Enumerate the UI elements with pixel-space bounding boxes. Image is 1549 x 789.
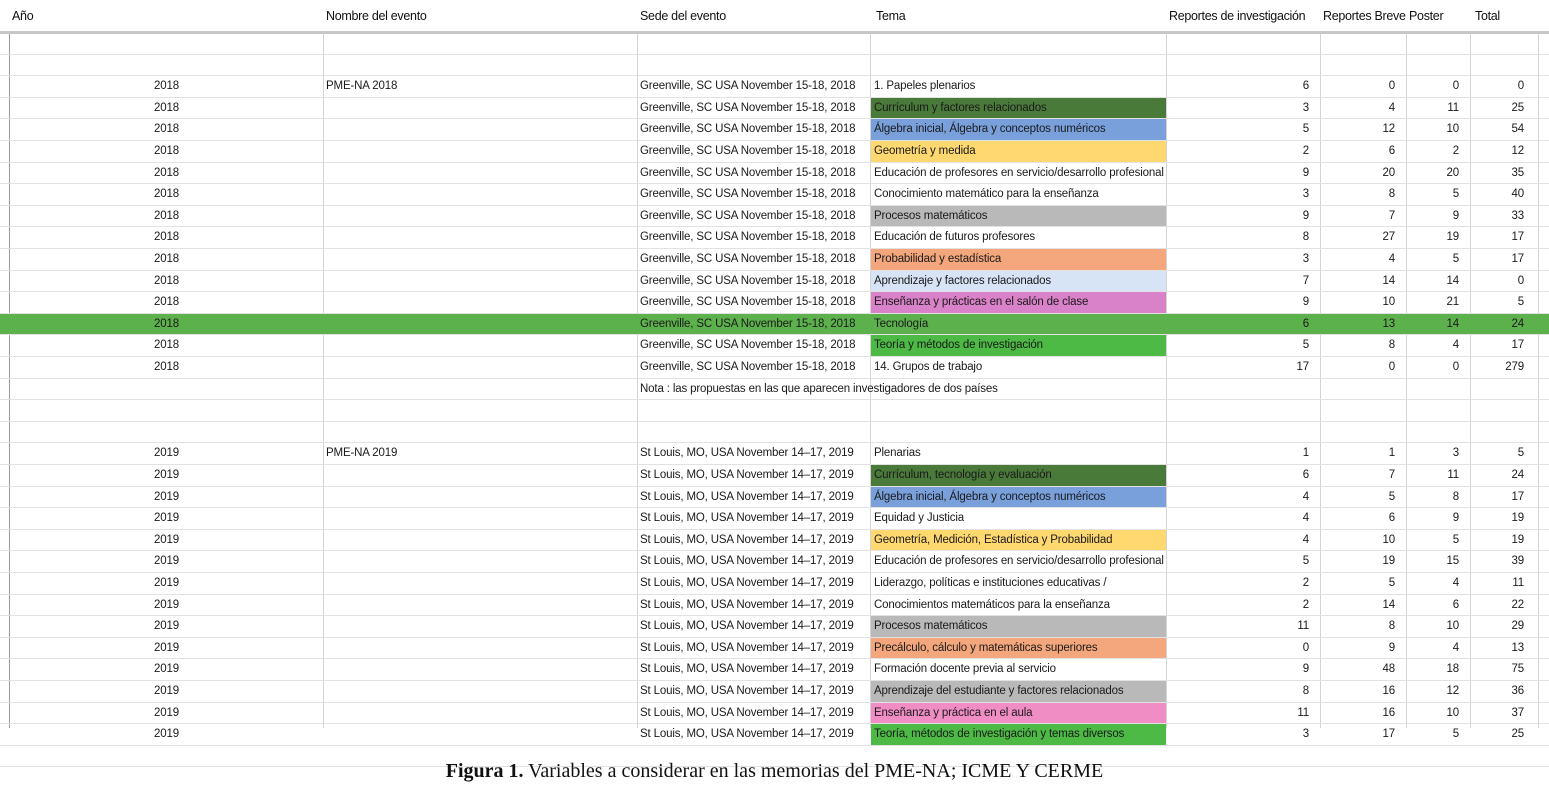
cell-total: 17 — [1511, 253, 1524, 265]
cell-anio: 2019 — [154, 598, 179, 611]
cell-anio: 2019 — [154, 706, 179, 719]
cell-breve: 5 — [1388, 490, 1395, 503]
cell-inv: 5 — [1302, 555, 1309, 568]
cell-total: 12 — [1511, 145, 1524, 157]
cell-anio: 2018 — [154, 209, 179, 222]
cell-inv: 9 — [1302, 166, 1309, 179]
table-row — [0, 184, 1549, 206]
cell-breve: 12 — [1382, 123, 1395, 136]
note-row — [0, 379, 1549, 401]
cell-anio: 2018 — [154, 123, 179, 136]
cell-tema: Álgebra inicial, Álgebra y conceptos numéricos — [871, 119, 1166, 140]
blank-row — [0, 422, 1549, 444]
cell-anio: 2018 — [154, 188, 179, 201]
cell-total: 75 — [1511, 663, 1524, 676]
cell-anio: 2019 — [154, 663, 179, 676]
table-row — [0, 616, 1549, 638]
cell-sede: St Louis, MO, USA November 14–17, 2019 — [640, 685, 854, 697]
cell-poster: 12 — [1446, 685, 1459, 697]
cell-sede: Greenville, SC USA November 15-18, 2018 — [640, 80, 856, 93]
header-total: Total — [1475, 9, 1500, 23]
cell-breve: 19 — [1382, 555, 1395, 568]
cell-poster: 5 — [1452, 728, 1459, 741]
cell-sede: St Louis, MO, USA November 14–17, 2019 — [640, 577, 854, 589]
cell-tema: Conocimientos matemáticos para la enseñanza — [874, 598, 1110, 611]
cell-breve: 7 — [1388, 469, 1395, 481]
table-row — [0, 98, 1549, 120]
cell-anio: 2019 — [154, 685, 179, 697]
note-text: Nota : las propuestas en las que aparecen investigadores de dos países — [640, 382, 998, 395]
cell-poster: 3 — [1452, 447, 1459, 460]
cell-tema: Formación docente previa al servicio — [874, 663, 1056, 676]
cell-sede: St Louis, MO, USA November 14–17, 2019 — [640, 512, 854, 525]
cell-tema: Conocimiento matemático para la enseñanza — [874, 188, 1099, 201]
cell-tema: Liderazgo, políticas e instituciones educativas / — [874, 577, 1107, 589]
cell-poster: 5 — [1452, 533, 1459, 546]
table-row — [0, 314, 1549, 336]
cell-poster: 19 — [1446, 231, 1459, 244]
cell-tema: Álgebra inicial, Álgebra y conceptos numéricos — [871, 487, 1166, 508]
table-row — [0, 249, 1549, 271]
cell-breve: 17 — [1382, 728, 1395, 741]
cell-anio: 2019 — [154, 641, 179, 654]
table-row — [0, 119, 1549, 141]
cell-inv: 4 — [1302, 490, 1309, 503]
table-row — [0, 163, 1549, 185]
cell-tema: Aprendizaje y factores relacionados — [871, 271, 1166, 292]
cell-sede: St Louis, MO, USA November 14–17, 2019 — [640, 555, 854, 568]
cell-tema: 14. Grupos de trabajo — [874, 361, 983, 373]
table-row — [0, 551, 1549, 573]
cell-total: 54 — [1511, 123, 1524, 136]
table-row — [0, 638, 1549, 660]
cell-inv: 11 — [1297, 620, 1309, 633]
table-row — [0, 271, 1549, 293]
cell-tema: Teoría y métodos de investigación — [871, 335, 1166, 356]
header-reportes-investigacion: Reportes de investigación — [1169, 9, 1306, 23]
cell-anio: 2018 — [154, 253, 179, 265]
cell-tema: Teoría, métodos de investigación y temas diversos — [871, 724, 1166, 745]
table-row — [0, 595, 1549, 617]
cell-anio: 2019 — [154, 490, 179, 503]
cell-inv: 6 — [1302, 80, 1309, 93]
table-row — [0, 487, 1549, 509]
cell-total: 17 — [1511, 339, 1524, 352]
cell-tema: Currículum y factores relacionados — [871, 98, 1166, 119]
cell-tema: Procesos matemáticos — [871, 616, 1166, 637]
cell-breve: 4 — [1388, 253, 1395, 265]
table-row — [0, 724, 1549, 746]
cell-anio: 2019 — [154, 533, 179, 546]
cell-anio: 2018 — [154, 80, 179, 93]
cell-poster: 10 — [1446, 706, 1459, 719]
cell-tema: Aprendizaje del estudiante y factores relacionados — [871, 681, 1166, 702]
cell-tema: Currículum, tecnología y evaluación — [871, 465, 1166, 486]
cell-breve: 0 — [1388, 80, 1395, 93]
cell-anio: 2018 — [154, 339, 179, 352]
cell-poster: 14 — [1446, 274, 1459, 287]
cell-breve: 10 — [1382, 533, 1395, 546]
cell-total: 25 — [1511, 728, 1524, 741]
cell-tema: Tecnología — [874, 317, 929, 330]
caption-label: Figura 1. — [445, 760, 524, 782]
cell-poster: 18 — [1446, 663, 1459, 676]
cell-breve: 1 — [1388, 447, 1395, 460]
cell-breve: 6 — [1388, 512, 1395, 525]
cell-poster: 4 — [1452, 339, 1459, 352]
cell-inv: 6 — [1302, 469, 1309, 481]
cell-poster: 5 — [1452, 253, 1459, 265]
cell-total: 35 — [1511, 166, 1524, 179]
cell-inv: 5 — [1302, 123, 1309, 136]
cell-inv: 8 — [1302, 231, 1309, 244]
cell-total: 22 — [1511, 598, 1524, 611]
cell-tema: 1. Papeles plenarios — [874, 80, 976, 93]
cell-breve: 20 — [1382, 166, 1395, 179]
cell-inv: 3 — [1302, 728, 1309, 741]
cell-breve: 14 — [1382, 274, 1395, 287]
header-poster: Poster — [1409, 9, 1444, 23]
cell-total: 17 — [1511, 231, 1524, 244]
cell-inv: 3 — [1302, 101, 1309, 114]
table-row — [0, 335, 1549, 357]
cell-total: 24 — [1511, 469, 1524, 481]
cell-total: 40 — [1511, 188, 1524, 201]
table-row — [0, 465, 1549, 487]
figure-caption — [0, 760, 1549, 783]
cell-inv: 4 — [1302, 533, 1309, 546]
cell-poster: 5 — [1452, 188, 1459, 201]
cell-tema: Equidad y Justicia — [874, 512, 964, 525]
cell-inv: 9 — [1302, 209, 1309, 222]
cell-tema: Geometría, Medición, Estadística y Probabilidad — [871, 530, 1166, 551]
cell-breve: 16 — [1382, 706, 1395, 719]
cell-inv: 8 — [1302, 685, 1309, 697]
header-tema: Tema — [876, 9, 906, 23]
cell-inv: 11 — [1297, 706, 1309, 719]
cell-tema: Educación de profesores en servicio/desarrollo profesional — [874, 555, 1164, 568]
table-row — [0, 141, 1549, 163]
cell-tema: Precálculo, cálculo y matemáticas superiores — [871, 638, 1166, 659]
cell-total: 39 — [1511, 555, 1524, 568]
cell-breve: 13 — [1382, 317, 1395, 330]
cell-tema: Geometría y medida — [871, 141, 1166, 162]
cell-sede: St Louis, MO, USA November 14–17, 2019 — [640, 706, 854, 719]
cell-total: 24 — [1511, 317, 1524, 330]
cell-inv: 3 — [1302, 253, 1309, 265]
cell-anio: 2019 — [154, 447, 179, 460]
cell-sede: St Louis, MO, USA November 14–17, 2019 — [640, 598, 854, 611]
cell-sede: St Louis, MO, USA November 14–17, 2019 — [640, 641, 854, 654]
cell-breve: 7 — [1388, 209, 1395, 222]
cell-anio: 2018 — [154, 296, 179, 309]
cell-tema: Plenarias — [874, 447, 921, 460]
cell-sede: St Louis, MO, USA November 14–17, 2019 — [640, 490, 854, 503]
cell-inv: 6 — [1302, 317, 1309, 330]
cell-sede: Greenville, SC USA November 15-18, 2018 — [640, 123, 856, 136]
cell-poster: 20 — [1446, 166, 1459, 179]
cell-sede: Greenville, SC USA November 15-18, 2018 — [640, 209, 856, 222]
table-row — [0, 206, 1549, 228]
cell-breve: 8 — [1388, 620, 1395, 633]
table-row — [0, 357, 1549, 379]
cell-anio: 2019 — [154, 555, 179, 568]
table-row — [0, 573, 1549, 595]
caption-text: Variables a considerar en las memorias del PME-NA; ICME Y CERME — [523, 760, 1104, 782]
cell-poster: 0 — [1452, 80, 1459, 93]
cell-sede: St Louis, MO, USA November 14–17, 2019 — [640, 728, 854, 741]
cell-sede: Greenville, SC USA November 15-18, 2018 — [640, 231, 856, 244]
header-reportes-breve: Reportes Breve — [1323, 9, 1406, 23]
cell-sede: St Louis, MO, USA November 14–17, 2019 — [640, 620, 854, 633]
cell-sede: Greenville, SC USA November 15-18, 2018 — [640, 145, 856, 157]
cell-inv: 4 — [1302, 512, 1309, 525]
cell-poster: 9 — [1452, 512, 1459, 525]
cell-poster: 10 — [1446, 123, 1459, 136]
cell-sede: St Louis, MO, USA November 14–17, 2019 — [640, 533, 854, 546]
cell-total: 5 — [1517, 296, 1524, 309]
cell-poster: 2 — [1452, 145, 1459, 157]
cell-breve: 4 — [1388, 101, 1395, 114]
cell-breve: 0 — [1388, 361, 1395, 373]
cell-sede: Greenville, SC USA November 15-18, 2018 — [640, 253, 856, 265]
cell-total: 5 — [1517, 447, 1524, 460]
cell-sede: Greenville, SC USA November 15-18, 2018 — [640, 339, 856, 352]
cell-anio: 2018 — [154, 274, 179, 287]
cell-sede: Greenville, SC USA November 15-18, 2018 — [640, 317, 856, 330]
table-row — [0, 703, 1549, 725]
cell-breve: 8 — [1388, 339, 1395, 352]
cell-poster: 4 — [1452, 577, 1459, 589]
cell-total: 17 — [1511, 490, 1524, 503]
header-row — [0, 0, 1549, 34]
cell-anio: 2018 — [154, 231, 179, 244]
cell-total: 36 — [1511, 685, 1524, 697]
cell-inv: 2 — [1302, 145, 1309, 157]
table-row — [0, 530, 1549, 552]
cell-total: 11 — [1512, 577, 1524, 589]
table-row — [0, 292, 1549, 314]
cell-sede: Greenville, SC USA November 15-18, 2018 — [640, 166, 856, 179]
cell-poster: 10 — [1446, 620, 1459, 633]
cell-anio: 2018 — [154, 361, 179, 373]
cell-breve: 16 — [1382, 685, 1395, 697]
cell-poster: 11 — [1447, 101, 1459, 114]
cell-anio: 2018 — [154, 101, 179, 114]
cell-sede: St Louis, MO, USA November 14–17, 2019 — [640, 469, 854, 481]
cell-anio: 2019 — [154, 728, 179, 741]
cell-inv: 0 — [1302, 641, 1309, 654]
cell-inv: 7 — [1302, 274, 1309, 287]
cell-sede: St Louis, MO, USA November 14–17, 2019 — [640, 663, 854, 676]
cell-total: 279 — [1505, 361, 1524, 373]
blank-row — [0, 400, 1549, 422]
cell-total: 0 — [1517, 274, 1524, 287]
cell-poster: 0 — [1452, 361, 1459, 373]
table-row — [0, 508, 1549, 530]
cell-breve: 9 — [1388, 641, 1395, 654]
cell-poster: 6 — [1452, 598, 1459, 611]
cell-breve: 10 — [1382, 296, 1395, 309]
cell-total: 37 — [1511, 706, 1524, 719]
cell-total: 13 — [1511, 641, 1524, 654]
cell-total: 19 — [1511, 533, 1524, 546]
cell-poster: 21 — [1446, 296, 1459, 309]
table-row — [0, 681, 1549, 703]
cell-breve: 8 — [1388, 188, 1395, 201]
cell-anio: 2019 — [154, 512, 179, 525]
cell-inv: 2 — [1302, 577, 1309, 589]
header-nombre: Nombre del evento — [326, 9, 427, 23]
cell-tema: Enseñanza y prácticas en el salón de clase — [871, 292, 1166, 313]
cell-tema: Probabilidad y estadística — [871, 249, 1166, 270]
cell-anio: 2019 — [154, 469, 179, 481]
blank-row — [0, 55, 1549, 77]
cell-breve: 48 — [1382, 663, 1395, 676]
cell-anio: 2019 — [154, 620, 179, 633]
cell-breve: 5 — [1388, 577, 1395, 589]
cell-total: 19 — [1511, 512, 1524, 525]
cell-anio: 2018 — [154, 145, 179, 157]
cell-anio: 2018 — [154, 317, 179, 330]
cell-anio: 2019 — [154, 577, 179, 589]
cell-inv: 5 — [1302, 339, 1309, 352]
table-row — [0, 659, 1549, 681]
cell-breve: 27 — [1382, 231, 1395, 244]
cell-total: 25 — [1511, 101, 1524, 114]
cell-poster: 15 — [1446, 555, 1459, 568]
cell-sede: Greenville, SC USA November 15-18, 2018 — [640, 101, 856, 114]
cell-nombre: PME-NA 2019 — [326, 447, 398, 460]
cell-sede: Greenville, SC USA November 15-18, 2018 — [640, 361, 856, 373]
cell-total: 29 — [1511, 620, 1524, 633]
header-anio: Año — [12, 9, 34, 23]
cell-poster: 4 — [1452, 641, 1459, 654]
cell-total: 0 — [1517, 80, 1524, 93]
header-sede: Sede del evento — [640, 9, 726, 23]
blank-row — [0, 33, 1549, 55]
cell-tema: Educación de profesores en servicio/desarrollo profesional — [874, 166, 1164, 179]
cell-anio: 2018 — [154, 166, 179, 179]
cell-poster: 14 — [1446, 317, 1459, 330]
cell-tema: Enseñanza y práctica en el aula — [871, 703, 1166, 724]
table-row — [0, 76, 1549, 98]
cell-sede: St Louis, MO, USA November 14–17, 2019 — [640, 447, 854, 460]
cell-inv: 3 — [1302, 188, 1309, 201]
cell-inv: 2 — [1302, 598, 1309, 611]
cell-poster: 11 — [1447, 469, 1459, 481]
cell-sede: Greenville, SC USA November 15-18, 2018 — [640, 274, 856, 287]
cell-sede: Greenville, SC USA November 15-18, 2018 — [640, 188, 856, 201]
table-row — [0, 443, 1549, 465]
cell-tema: Procesos matemáticos — [871, 206, 1166, 227]
table-row — [0, 227, 1549, 249]
cell-inv: 9 — [1302, 663, 1309, 676]
cell-tema: Educación de futuros profesores — [874, 231, 1035, 244]
cell-sede: Greenville, SC USA November 15-18, 2018 — [640, 296, 856, 309]
cell-inv: 9 — [1302, 296, 1309, 309]
cell-poster: 8 — [1452, 490, 1459, 503]
cell-nombre: PME-NA 2018 — [326, 80, 398, 93]
cell-breve: 6 — [1388, 145, 1395, 157]
cell-breve: 14 — [1382, 598, 1395, 611]
cell-total: 33 — [1511, 209, 1524, 222]
cell-poster: 9 — [1452, 209, 1459, 222]
cell-inv: 17 — [1296, 361, 1309, 373]
cell-inv: 1 — [1302, 447, 1309, 460]
